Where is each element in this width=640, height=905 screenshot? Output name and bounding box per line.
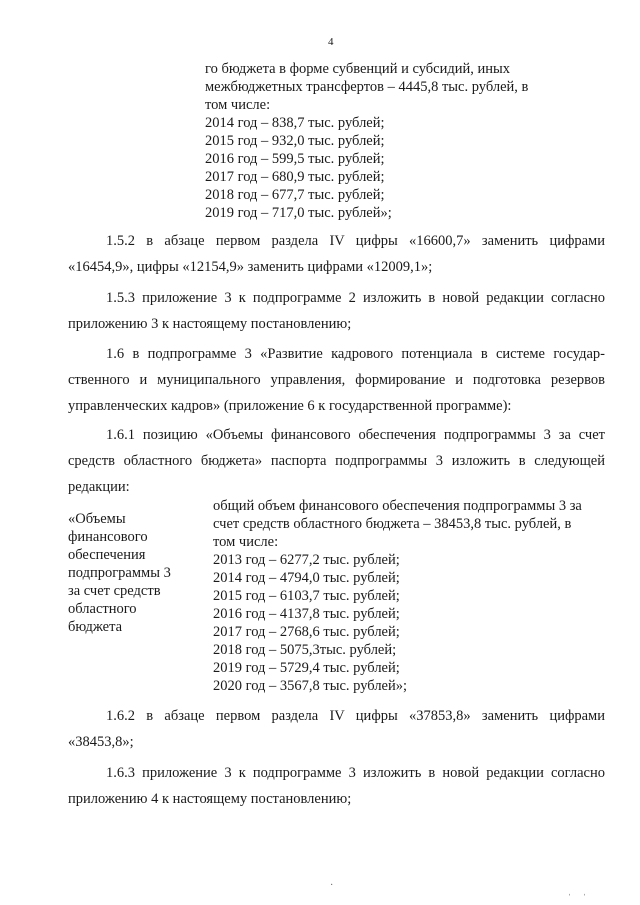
text-line: том числе: — [205, 97, 271, 113]
text-line: 1.6.2 в абзаце первом раздела IV цифры «37853,8» заменить цифрами — [106, 708, 605, 724]
financing-continuation-block — [205, 60, 585, 222]
text-line: приложению 3 к настоящему постановлению; — [68, 316, 352, 332]
text-line: 1.6 в подпрограмме 3 «Развитие кадрового потенциала в системе государ- — [106, 346, 605, 362]
paragraph-1-5-3 — [68, 285, 605, 337]
text-line: 2014 год – 4794,0 тыс. рублей; — [213, 570, 400, 586]
text-line: 2016 год – 599,5 тыс. рублей; — [205, 151, 385, 167]
text-line: межбюджетных трансфертов – 4445,8 тыс. рублей, в — [205, 79, 529, 95]
text-line: 1.6.1 позицию «Объемы финансового обеспечения подпрограммы 3 за счет — [106, 427, 605, 443]
text-line: том числе: — [213, 534, 279, 550]
text-line: управленческих кадров» (приложение 6 к государственной программе): — [68, 398, 512, 414]
text-line: 1.5.2 в абзаце первом раздела IV цифры «16600,7» заменить цифрами — [106, 233, 605, 249]
text-line: средств областного бюджета» паспорта подпрограммы 3 изложить в следующей — [68, 453, 605, 469]
text-line: «Объемы — [68, 511, 126, 527]
paragraph-1-6-1 — [68, 422, 605, 500]
text-line: приложению 4 к настоящему постановлению; — [68, 791, 352, 807]
table-right-column — [213, 497, 608, 695]
table-left-column — [68, 510, 193, 636]
text-line: областного — [68, 601, 137, 617]
text-line: 2018 год – 677,7 тыс. рублей; — [205, 187, 385, 203]
text-line: 2016 год – 4137,8 тыс. рублей; — [213, 606, 400, 622]
scan-speck: ˈ — [583, 893, 587, 904]
page-number: 4 — [328, 36, 334, 48]
text-line: обеспечения — [68, 547, 146, 563]
text-line: 2015 год – 932,0 тыс. рублей; — [205, 133, 385, 149]
text-line: редакции: — [68, 479, 130, 495]
text-line: 2017 год – 2768,6 тыс. рублей; — [213, 624, 400, 640]
text-line: ственного и муниципального управления, формирование и подготовка резервов — [68, 372, 605, 388]
paragraph-1-6-2 — [68, 703, 605, 755]
paragraph-1-6 — [68, 341, 605, 419]
text-line: 2014 год – 838,7 тыс. рублей; — [205, 115, 385, 131]
text-line: 2020 год – 3567,8 тыс. рублей»; — [213, 678, 408, 694]
text-line: «38453,8»; — [68, 734, 134, 750]
text-line: 2019 год – 5729,4 тыс. рублей; — [213, 660, 400, 676]
paragraph-1-5-2 — [68, 228, 605, 280]
text-line: подпрограммы 3 — [68, 565, 171, 581]
scan-speck: · — [330, 880, 334, 891]
text-line: 1.6.3 приложение 3 к подпрограмме 3 изложить в новой редакции согласно — [106, 765, 605, 781]
text-line: го бюджета в форме субвенций и субсидий, иных — [205, 61, 510, 77]
text-line: общий объем финансового обеспечения подпрограммы 3 за — [213, 498, 582, 514]
text-line: счет средств областного бюджета – 38453,8 тыс. рублей, в — [213, 516, 572, 532]
text-line: 2013 год – 6277,2 тыс. рублей; — [213, 552, 400, 568]
scan-speck: ˈ — [568, 893, 572, 904]
text-line: за счет средств — [68, 583, 161, 599]
text-line: 2015 год – 6103,7 тыс. рублей; — [213, 588, 400, 604]
text-line: 2019 год – 717,0 тыс. рублей»; — [205, 205, 392, 221]
paragraph-1-6-3 — [68, 760, 605, 812]
text-line: 1.5.3 приложение 3 к подпрограмме 2 изложить в новой редакции согласно — [106, 290, 605, 306]
text-line: 2017 год – 680,9 тыс. рублей; — [205, 169, 385, 185]
text-line: «16454,9», цифры «12154,9» заменить цифрами «12009,1»; — [68, 259, 433, 275]
text-line: финансового — [68, 529, 148, 545]
text-line: бюджета — [68, 619, 123, 635]
text-line: 2018 год – 5075,3тыс. рублей; — [213, 642, 397, 658]
